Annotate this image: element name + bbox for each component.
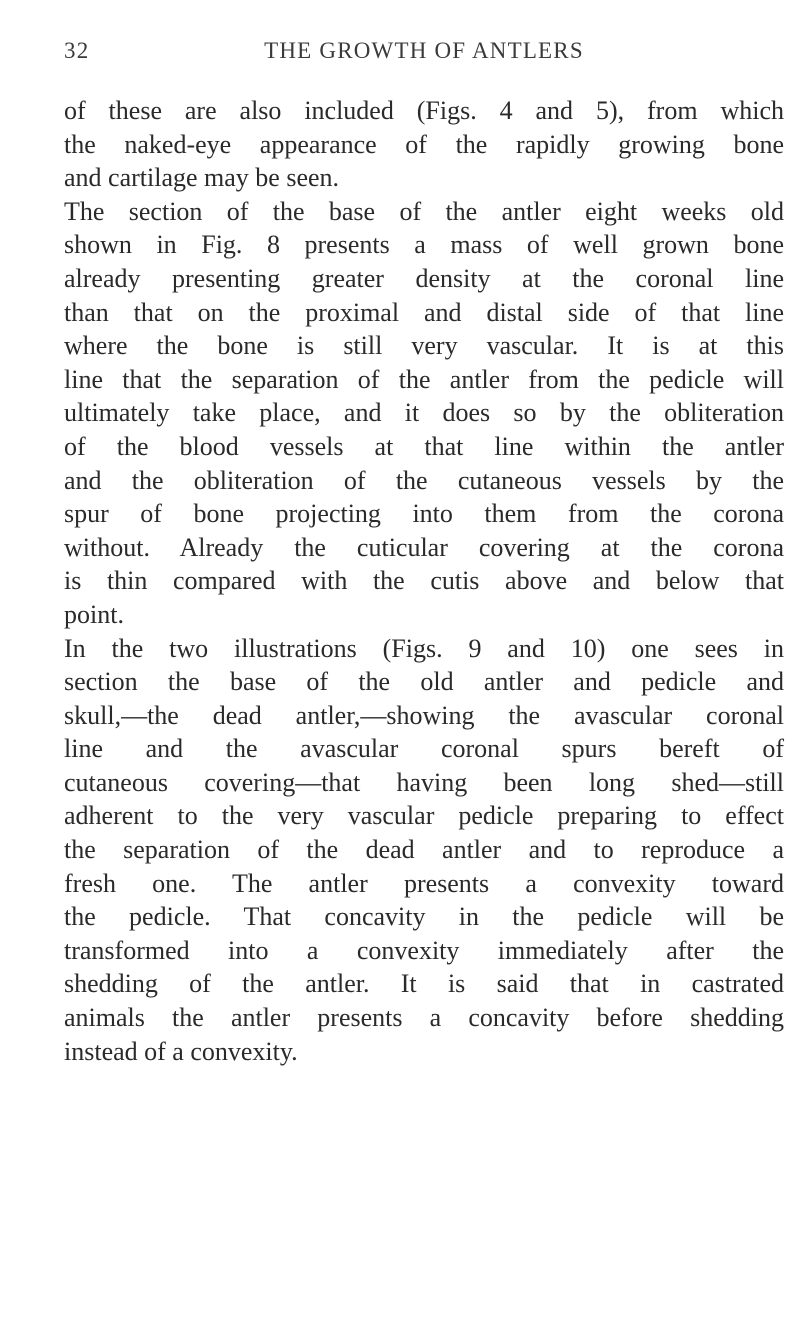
text-line: adherent to the very vascular pedicle preparing to effect: [64, 801, 784, 831]
text-line: ultimately take place, and it does so by the obliteration: [64, 398, 784, 428]
text-line: of the blood vessels at that line within the antler: [64, 431, 784, 461]
paragraph-1: [64, 94, 784, 195]
text-line: In the two illustrations (Figs. 9 and 10) one sees in: [64, 633, 784, 663]
text-line: transformed into a convexity immediately after the: [64, 935, 784, 965]
text-line: where the bone is still very vascular. It is at this: [64, 331, 784, 361]
running-head: [64, 38, 784, 68]
text-line: already presenting greater density at the coronal line: [64, 263, 784, 293]
text-line: section the base of the old antler and pedicle and: [64, 667, 784, 697]
paragraph-2: [64, 195, 784, 632]
page-number: 32: [64, 38, 90, 63]
text-line: instead of a convexity.: [64, 1036, 298, 1066]
text-line: shedding of the antler. It is said that in castrated: [64, 969, 784, 999]
text-line: than that on the proximal and distal side of that line: [64, 297, 784, 327]
text-line: the naked-eye appearance of the rapidly growing bone: [64, 129, 784, 159]
text-line: point.: [64, 599, 124, 629]
paragraph-3: [64, 632, 784, 1069]
running-title: THE GROWTH OF ANTLERS: [264, 38, 584, 63]
text-line: animals the antler presents a concavity before shedding: [64, 1003, 784, 1033]
text-line: line and the avascular coronal spurs bereft of: [64, 734, 784, 764]
text-line: fresh one. The antler presents a convexity toward: [64, 868, 784, 898]
text-line: is thin compared with the cutis above and below that: [64, 566, 784, 596]
text-line: the pedicle. That concavity in the pedicle will be: [64, 902, 784, 932]
book-page: [64, 38, 784, 1068]
text-line: without. Already the cuticular covering at the corona: [64, 532, 784, 562]
body-text: [64, 94, 784, 1068]
text-line: cutaneous covering—that having been long shed—still: [64, 767, 784, 797]
text-line: of these are also included (Figs. 4 and 5), from which: [64, 96, 784, 125]
text-line: shown in Fig. 8 presents a mass of well grown bone: [64, 230, 784, 260]
text-line: and the obliteration of the cutaneous vessels by the: [64, 465, 784, 495]
text-line: and cartilage may be seen.: [64, 163, 340, 193]
text-line: skull,—the dead antler,—showing the avascular coronal: [64, 700, 784, 730]
text-line: spur of bone projecting into them from the corona: [64, 499, 784, 529]
text-line: the separation of the dead antler and to reproduce a: [64, 835, 784, 865]
text-line: line that the separation of the antler from the pedicle will: [64, 364, 784, 394]
text-line: The section of the base of the antler eight weeks old: [64, 196, 784, 226]
